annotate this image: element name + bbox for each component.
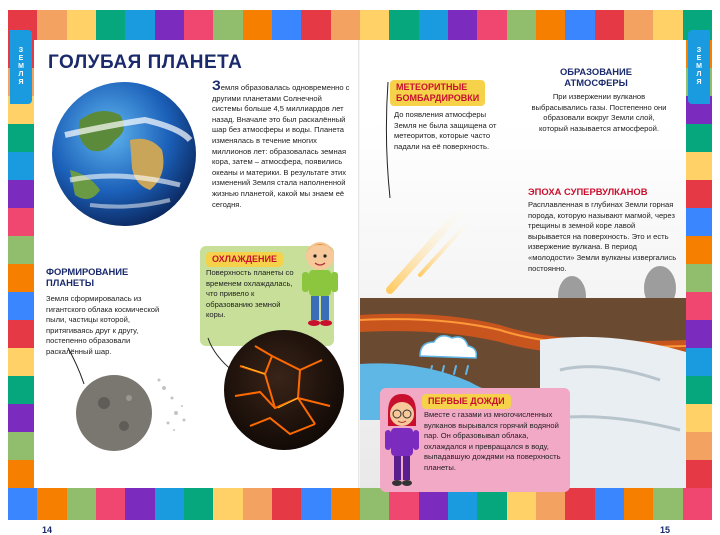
formation-pointer-line <box>64 346 104 386</box>
atmosphere-heading-line2: АТМОСФЕРЫ <box>564 77 628 88</box>
rainbow-left-border <box>8 40 34 488</box>
meteor-heading-line2: БОМБАРДИРОВКИ <box>396 93 480 103</box>
page-title: ГОЛУБАЯ ПЛАНЕТА <box>48 52 243 73</box>
atmosphere-heading <box>526 66 666 88</box>
atmosphere-heading-line1: ОБРАЗОВАНИЕ <box>559 66 633 77</box>
formation-heading <box>46 266 128 288</box>
cooling-text: Поверхность планеты со временем охлаждалась, что привело к образованию земной коры. <box>206 268 294 320</box>
page-number-right: 15 <box>659 525 670 535</box>
supervolcano-heading: ЭПОХА СУПЕРВУЛКАНОВ <box>528 186 648 197</box>
book-spread <box>8 10 712 535</box>
girl-character-image <box>382 392 422 488</box>
boy-character-image <box>298 236 342 328</box>
right-page <box>360 40 686 535</box>
rainbow-right-border <box>686 40 712 488</box>
formation-text: Земля сформировалась из гигантского облака космической пыли, частицы которой, притягиваясь друг к другу, постепенно образовали раскалённый шар. <box>46 294 160 356</box>
meteor-pointer-line <box>382 80 394 200</box>
rainbow-top-border <box>8 10 712 40</box>
formation-heading-line2: ПЛАНЕТЫ <box>46 277 95 288</box>
intro-text: емля образовалась одновременно с другими планетами Солнечной системы больше 4,5 миллиардов лет назад. Вначале это был раскалённый шар без атмосферы и воды. Планета изменялась в течение многих миллионов лет: образовалась земная кора, затем – атмосфера, появились океаны и материки. В результате этих изменений Земля стала наполненной жизнью планетой, какой мы знаем её сегодня. <box>212 83 350 209</box>
left-page <box>34 40 360 535</box>
lava-planet-image <box>220 326 350 456</box>
formation-heading-line1: ФОРМИРОВАНИЕ <box>46 266 129 277</box>
intro-paragraph <box>212 77 354 210</box>
side-tab-right: ЗЕМЛЯ <box>688 30 710 104</box>
earth-globe-image <box>50 80 198 228</box>
supervolcano-text: Расплавленная в глубинах Земли горная порода, которую называют магмой, через трещины в земной коре лавой вырывается на поверхность. Это и есть извержение вулкана. В период «молодости» Земли вулканы извергались постоянно. <box>528 200 677 273</box>
side-tab-left: ЗЕМЛЯ <box>10 30 32 104</box>
meteor-heading <box>390 80 485 106</box>
rain-text: Вместе с газами из многочисленных вулканов вырывался горячий водяной пар. Он образовывал облака, охлаждался и превращался в воду, выпадавшую дождями на поверхность планеты. <box>424 410 561 472</box>
meteor-text: До появления атмосферы Земля не была защищена от метеоритов, которые часто падали на её поверхность. <box>394 110 497 151</box>
page-number-left: 14 <box>42 525 53 535</box>
intro-dropcap: З <box>212 77 221 93</box>
rain-heading: ПЕРВЫЕ ДОЖДИ <box>422 394 511 409</box>
rainbow-bottom-border <box>8 488 712 520</box>
cooling-heading: ОХЛАЖДЕНИЕ <box>206 252 283 267</box>
atmosphere-text: При извержении вулканов выбрасывались газы. Постепенно они образовали вокруг Земли слой, который называется атмосферой. <box>531 92 667 133</box>
meteor-heading-line1: МЕТЕОРИТНЫЕ <box>396 82 468 92</box>
